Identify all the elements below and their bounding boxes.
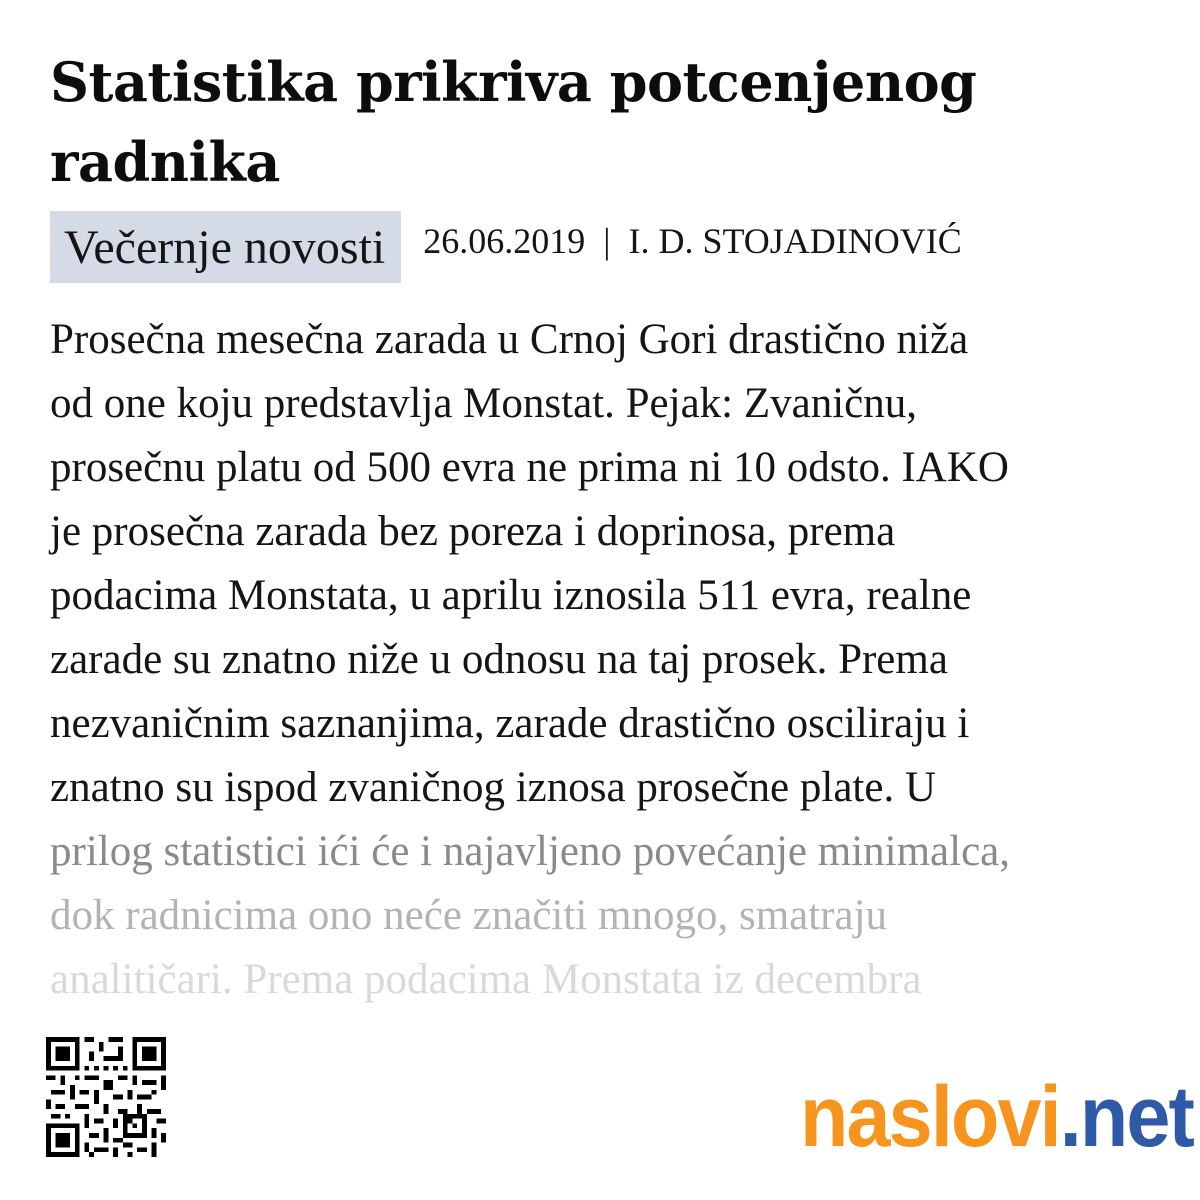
article-meta: [50, 211, 962, 283]
meta-info: [423, 220, 962, 262]
logo-text-part2: .net: [1059, 1069, 1194, 1165]
qr-code-icon[interactable]: [46, 1037, 166, 1157]
naslovi-net-logo[interactable]: [800, 1062, 1194, 1172]
article-date: 26.06.2019: [423, 221, 586, 261]
body-line: je prosečna zarada bez poreza i doprinosa, prema: [50, 508, 896, 555]
body-line: dok radnicima ono neće značiti mnogo, smatraju: [50, 892, 888, 939]
logo-text: [800, 1062, 1193, 1172]
body-line: analitičari. Prema podacima Monstata iz decembra: [50, 956, 922, 1003]
body-line: prosečnu platu od 500 evra ne prima ni 10 odsto. IAKO: [50, 444, 1009, 491]
article-body: [50, 308, 1150, 1012]
logo-text-part1: naslovi: [800, 1069, 1060, 1165]
body-line: podacima Monstata, u aprilu iznosila 511 evra, realne: [50, 572, 972, 619]
body-line: znatno su ispod zvaničnog iznosa prosečne plate. U: [50, 764, 937, 811]
body-line: nezvaničnim saznanjima, zarade drastično osciliraju i: [50, 700, 970, 747]
body-line: zarade su znatno niže u odnosu na taj prosek. Prema: [50, 636, 948, 683]
meta-separator: |: [603, 221, 611, 261]
article-title: Statistika prikriva potcenjenog radnika: [50, 50, 977, 194]
body-line: od one koju predstavlja Monstat. Pejak: Zvaničnu,: [50, 380, 917, 427]
source-badge[interactable]: Večernje novosti: [50, 211, 401, 283]
article-author: I. D. STOJADINOVIĆ: [628, 221, 962, 261]
body-line: Prosečna mesečna zarada u Crnoj Gori drastično niža: [50, 316, 969, 363]
body-line: prilog statistici ići će i najavljeno povećanje minimalca,: [50, 828, 1011, 875]
article-card: [50, 0, 1150, 1200]
